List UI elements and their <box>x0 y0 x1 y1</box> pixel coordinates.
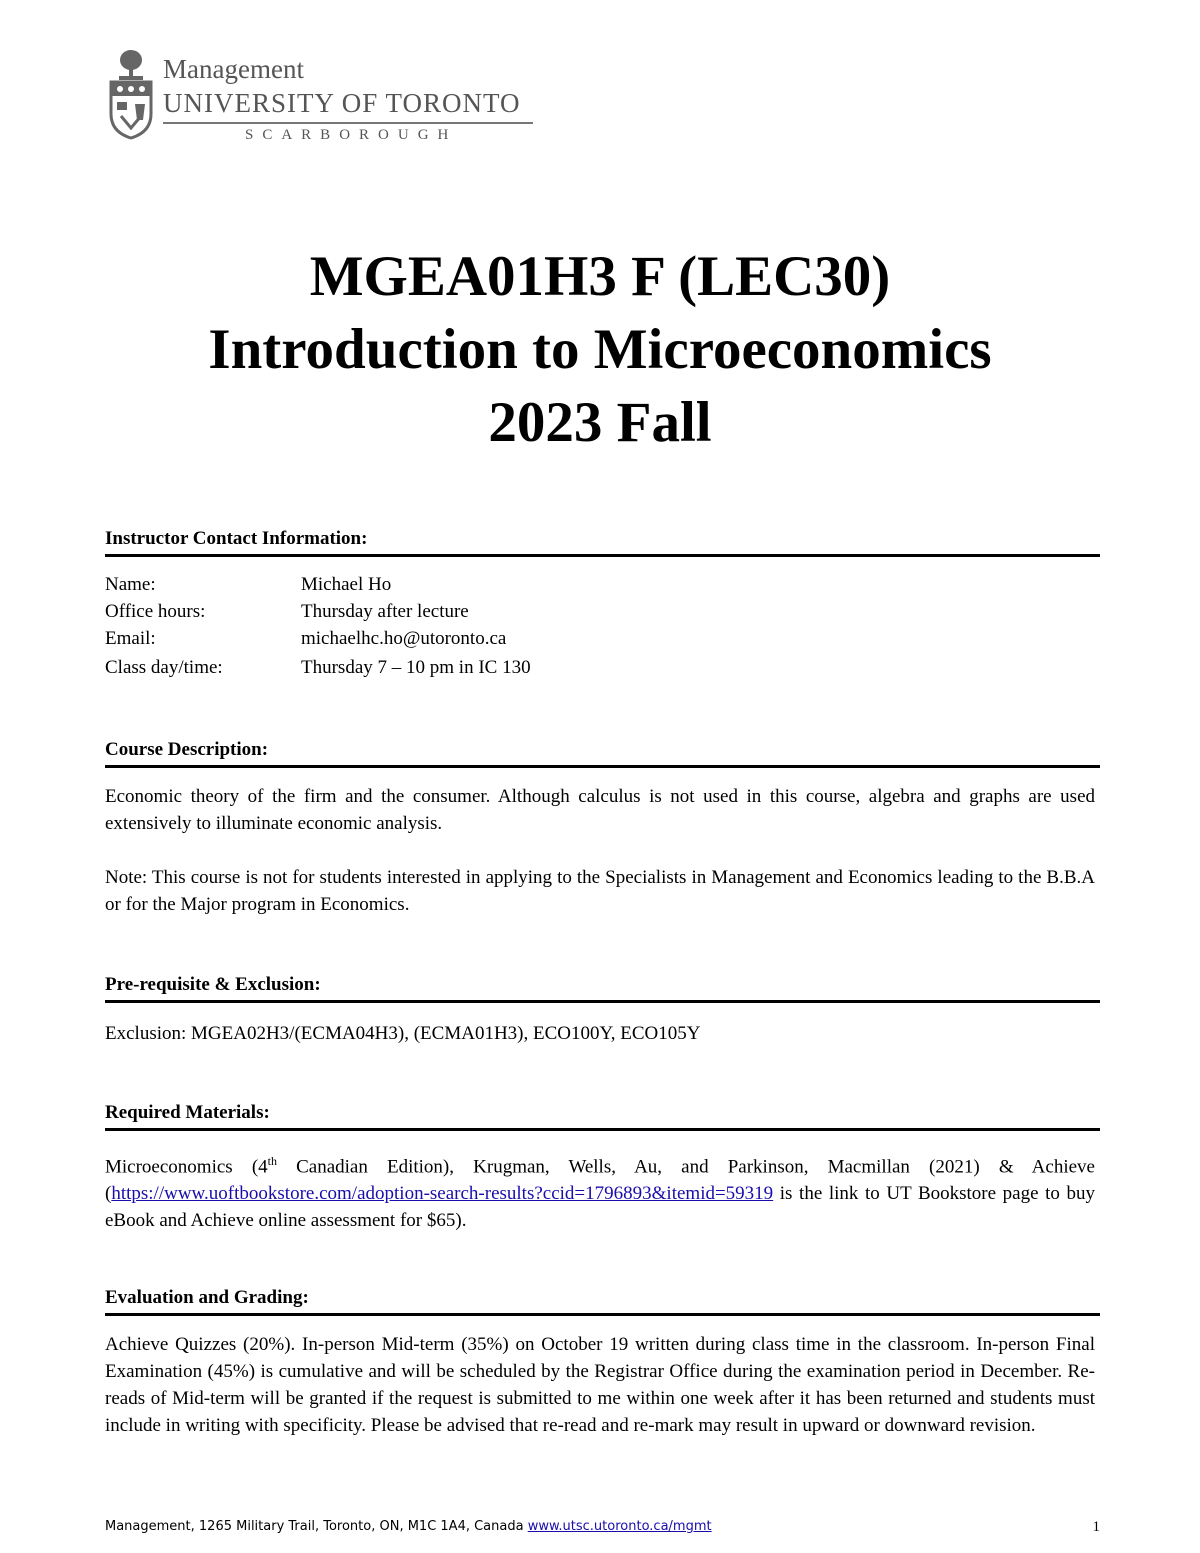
edition-superscript: th <box>267 1154 277 1168</box>
footer-address: Management, 1265 Military Trail, Toronto, ON, M1C 1A4, Canada <box>105 1519 528 1534</box>
course-code: MGEA01H3 F (LEC30) <box>309 245 891 308</box>
info-label: Class day/time: <box>105 657 223 678</box>
info-value: Michael Ho <box>301 574 392 595</box>
document-title <box>0 240 1200 459</box>
section-rule <box>105 765 1100 768</box>
materials-paragraph <box>105 1148 1095 1234</box>
page-number: 1 <box>1092 1519 1100 1535</box>
footer-website-link[interactable]: www.utsc.utoronto.ca/mgmt <box>527 1519 712 1534</box>
description-note: Note: This course is not for students interested in applying to the Specialists in Management and Economics leading to the B.B.A or for the Major program in Economics. <box>105 867 1095 915</box>
section-rule <box>105 1128 1100 1131</box>
evaluation-heading <box>105 1287 1100 1316</box>
section-rule <box>105 1313 1100 1316</box>
logo-university: UNIVERSITY OF TORONTO <box>163 88 521 118</box>
instructor-heading-text: Instructor Contact Information: <box>105 528 368 549</box>
info-value: Thursday after lecture <box>301 601 469 622</box>
materials-text-b: Canadian Edition), Krugman, Wells, Au, and Parkinson, Macmillan (2021) & Achieve ( <box>105 1156 1095 1205</box>
info-value: Thursday 7 – 10 pm in IC 130 <box>301 657 531 678</box>
materials-text-a: Microeconomics (4 <box>105 1156 268 1178</box>
logo-department: Management <box>163 54 304 84</box>
course-term: 2023 Fall <box>488 391 712 454</box>
materials-text-c: is the link to UT Bookstore page to buy eBook and Achieve online assessment for $65). <box>105 1183 1095 1232</box>
materials-heading <box>105 1102 1100 1131</box>
section-rule <box>105 1000 1100 1003</box>
prereq-heading <box>105 974 1100 1003</box>
exclusion-text: Exclusion: MGEA02H3/(ECMA04H3), (ECMA01H3), ECO100Y, ECO105Y <box>105 1023 701 1044</box>
bookstore-link[interactable]: https://www.uoftbookstore.com/adoption-search-results?ccid=1796893&itemid=59319 <box>111 1183 774 1205</box>
section-rule <box>105 554 1100 557</box>
info-label: Office hours: <box>105 601 206 622</box>
university-logo <box>105 48 545 148</box>
info-label: Name: <box>105 574 156 595</box>
logo-campus: SCARBOROUGH <box>245 127 458 143</box>
evaluation-heading-text: Evaluation and Grading: <box>105 1287 309 1308</box>
evaluation-paragraph: Achieve Quizzes (20%). In-person Mid-term (35%) on October 19 written during class time in the classroom. In-person Final Examination (45%) is cumulative and will be scheduled by the Registrar Office during the examination period in December. Re-reads of Mid-term will be granted if the request is submitted to me within one week after it has been returned and students must include in writing with specificity. Please be advised that re-read and re-mark may result in upward or downward revision. <box>105 1334 1095 1436</box>
logo-divider <box>163 122 533 124</box>
course-name: Introduction to Microeconomics <box>208 318 992 381</box>
info-value: michaelhc.ho@utoronto.ca <box>301 628 507 649</box>
instructor-heading <box>105 528 1100 557</box>
description-paragraph: Economic theory of the firm and the consumer. Although calculus is not used in this course, algebra and graphs are used extensively to illuminate economic analysis. <box>105 786 1095 834</box>
description-heading-text: Course Description: <box>105 739 269 760</box>
page-footer <box>105 1518 1100 1536</box>
materials-heading-text: Required Materials: <box>105 1102 270 1123</box>
prereq-heading-text: Pre-requisite & Exclusion: <box>105 974 321 995</box>
crest-icon <box>105 48 157 140</box>
info-label: Email: <box>105 628 156 649</box>
description-heading <box>105 739 1100 768</box>
